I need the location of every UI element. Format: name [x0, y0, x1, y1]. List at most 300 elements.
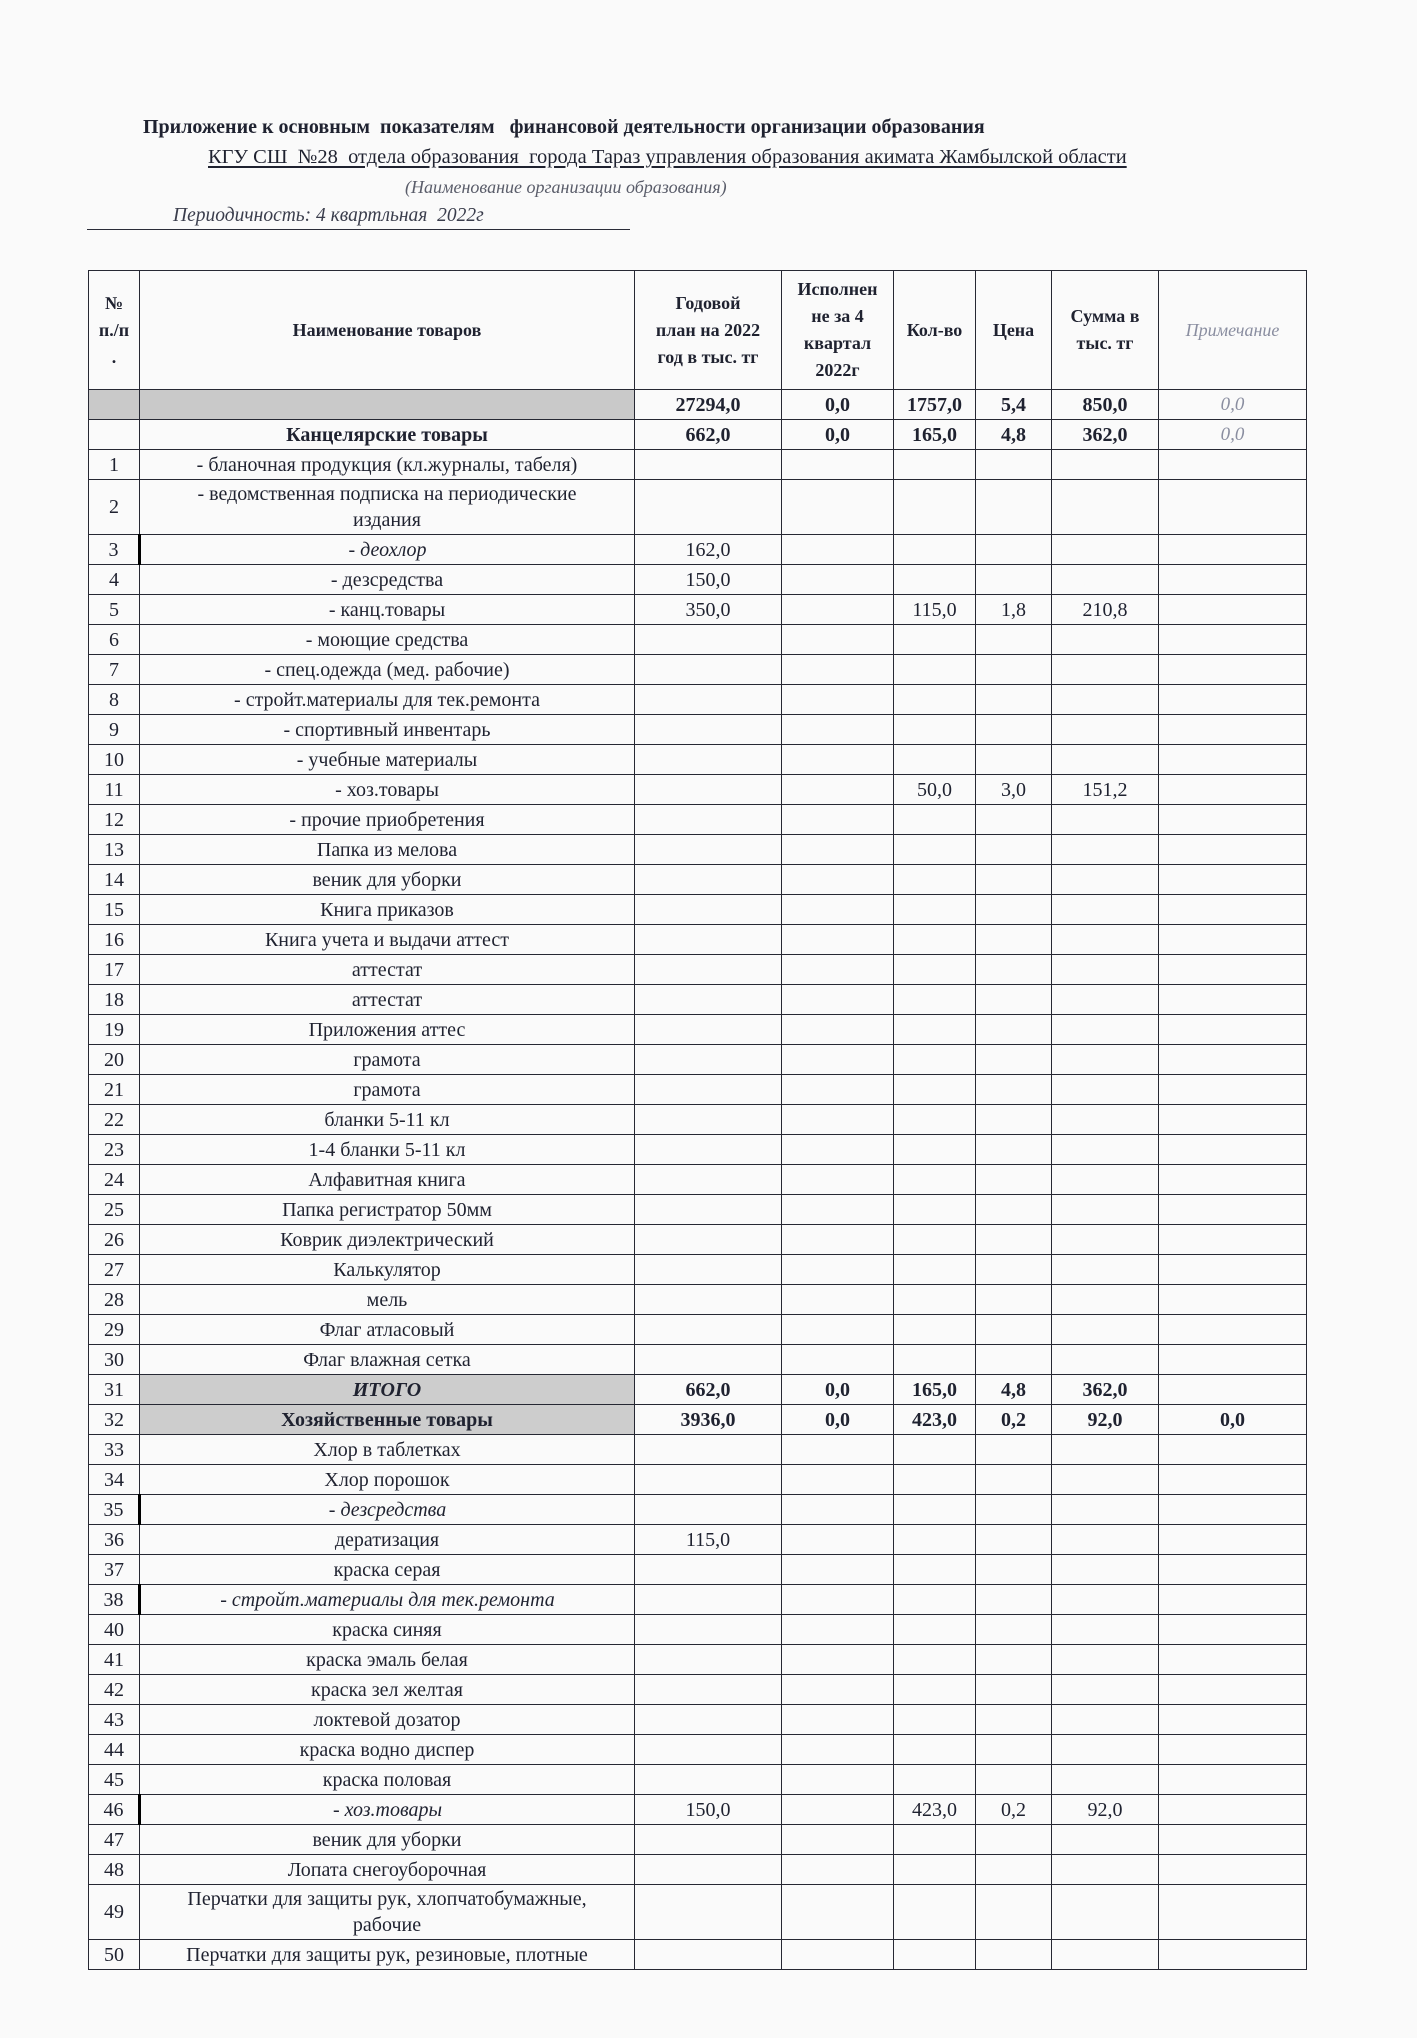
price-value [976, 625, 1052, 655]
quantity-value [894, 1675, 976, 1705]
price-value [976, 565, 1052, 595]
annual-plan-value [635, 1015, 782, 1045]
table-header [89, 271, 1307, 390]
header-execution: Исполнен не за 4 квартал 2022г [782, 271, 894, 390]
quantity-value: 1757,0 [894, 390, 976, 420]
annual-plan-value [635, 985, 782, 1015]
note-value [1159, 1525, 1307, 1555]
price-value [976, 1735, 1052, 1765]
execution-value [782, 1465, 894, 1495]
quantity-value: 423,0 [894, 1405, 976, 1435]
quantity-value [894, 1045, 976, 1075]
table-row [89, 1195, 1307, 1225]
note-value [1159, 1585, 1307, 1615]
quantity-value [894, 1255, 976, 1285]
execution-value [782, 595, 894, 625]
table-row [89, 1105, 1307, 1135]
sum-value [1052, 1705, 1159, 1735]
quantity-value [894, 1825, 976, 1855]
annual-plan-value: 150,0 [635, 565, 782, 595]
note-value [1159, 955, 1307, 985]
row-number: 46 [89, 1795, 140, 1825]
table-row [89, 1315, 1307, 1345]
sum-value [1052, 565, 1159, 595]
sum-value [1052, 1495, 1159, 1525]
item-name: локтевой дозатор [140, 1705, 635, 1735]
price-value [976, 1645, 1052, 1675]
row-number: 18 [89, 985, 140, 1015]
note-value [1159, 1940, 1307, 1970]
item-name: - ведомственная подписка на периодические издания [140, 480, 635, 535]
sum-value: 210,8 [1052, 595, 1159, 625]
price-value [976, 480, 1052, 535]
quantity-value [894, 1585, 976, 1615]
price-value [976, 1435, 1052, 1465]
row-number: 2 [89, 480, 140, 535]
execution-value [782, 655, 894, 685]
price-value [976, 925, 1052, 955]
sum-value [1052, 655, 1159, 685]
row-number: 35 [89, 1495, 140, 1525]
sum-value [1052, 450, 1159, 480]
note-value [1159, 1345, 1307, 1375]
item-name: Канцелярские товары [140, 420, 635, 450]
note-value [1159, 1315, 1307, 1345]
row-number [89, 420, 140, 450]
quantity-value [894, 985, 976, 1015]
quantity-value [894, 865, 976, 895]
note-value [1159, 715, 1307, 745]
item-name: аттестат [140, 985, 635, 1015]
annual-plan-value: 662,0 [635, 420, 782, 450]
item-name: Книга приказов [140, 895, 635, 925]
annual-plan-value [635, 1135, 782, 1165]
price-value [976, 1225, 1052, 1255]
price-value [976, 1195, 1052, 1225]
execution-value [782, 450, 894, 480]
table-row [89, 925, 1307, 955]
table-row [89, 685, 1307, 715]
price-value [976, 1345, 1052, 1375]
row-number: 37 [89, 1555, 140, 1585]
row-number: 31 [89, 1375, 140, 1405]
row-number: 3 [89, 535, 140, 565]
note-value [1159, 480, 1307, 535]
annual-plan-value [635, 1285, 782, 1315]
execution-value [782, 1555, 894, 1585]
price-value [976, 685, 1052, 715]
execution-value [782, 1015, 894, 1045]
sum-value [1052, 895, 1159, 925]
row-number: 49 [89, 1885, 140, 1940]
annual-plan-value [635, 1885, 782, 1940]
item-name: Лопата снегоуборочная [140, 1855, 635, 1885]
sum-value [1052, 1645, 1159, 1675]
sum-value: 92,0 [1052, 1795, 1159, 1825]
table-row [89, 1940, 1307, 1970]
execution-value [782, 1645, 894, 1675]
sum-value [1052, 1135, 1159, 1165]
note-value [1159, 925, 1307, 955]
quantity-value [894, 1495, 976, 1525]
annual-plan-value [635, 1465, 782, 1495]
item-name: веник для уборки [140, 865, 635, 895]
annual-plan-value [635, 1675, 782, 1705]
row-number: 50 [89, 1940, 140, 1970]
item-name: краска синяя [140, 1615, 635, 1645]
note-value [1159, 1375, 1307, 1405]
table-row [89, 865, 1307, 895]
note-value [1159, 1885, 1307, 1940]
note-value [1159, 565, 1307, 595]
quantity-value [894, 565, 976, 595]
quantity-value [894, 925, 976, 955]
row-number: 9 [89, 715, 140, 745]
price-value [976, 1940, 1052, 1970]
row-number: 24 [89, 1165, 140, 1195]
price-value [976, 985, 1052, 1015]
quantity-value [894, 895, 976, 925]
price-value [976, 450, 1052, 480]
annual-plan-value: 3936,0 [635, 1405, 782, 1435]
table-row [89, 1255, 1307, 1285]
header-row [89, 271, 1307, 390]
execution-value [782, 1525, 894, 1555]
table-row [89, 655, 1307, 685]
execution-value [782, 985, 894, 1015]
price-value [976, 1255, 1052, 1285]
item-name: Флаг влажная сетка [140, 1345, 635, 1375]
item-name: краска зел желтая [140, 1675, 635, 1705]
sum-value [1052, 1105, 1159, 1135]
item-name: - стройт.материалы для тек.ремонта [140, 1585, 635, 1615]
annual-plan-value [635, 1645, 782, 1675]
item-name: Приложения аттес [140, 1015, 635, 1045]
annual-plan-value: 662,0 [635, 1375, 782, 1405]
row-number: 12 [89, 805, 140, 835]
quantity-value [894, 745, 976, 775]
annual-plan-value [635, 865, 782, 895]
sum-value [1052, 1525, 1159, 1555]
price-value: 4,8 [976, 420, 1052, 450]
execution-value [782, 1075, 894, 1105]
note-value [1159, 1015, 1307, 1045]
sum-value [1052, 1255, 1159, 1285]
quantity-value [894, 1135, 976, 1165]
price-value [976, 1525, 1052, 1555]
quantity-value [894, 1345, 976, 1375]
execution-value [782, 805, 894, 835]
item-name: аттестат [140, 955, 635, 985]
item-name: Хлор в таблетках [140, 1435, 635, 1465]
item-name: - спец.одежда (мед. рабочие) [140, 655, 635, 685]
execution-value [782, 1225, 894, 1255]
price-value [976, 865, 1052, 895]
organization-name: КГУ СШ №28 отдела образования города Тараз управления образования акимата Жамбылской области [208, 146, 1127, 168]
note-value [1159, 775, 1307, 805]
execution-value [782, 1105, 894, 1135]
row-number: 23 [89, 1135, 140, 1165]
row-number: 43 [89, 1705, 140, 1735]
sum-value [1052, 745, 1159, 775]
annual-plan-value [635, 1765, 782, 1795]
quantity-value: 165,0 [894, 420, 976, 450]
price-value [976, 955, 1052, 985]
price-value [976, 1585, 1052, 1615]
table-row [89, 1615, 1307, 1645]
execution-value [782, 1735, 894, 1765]
table-row [89, 1285, 1307, 1315]
table-row [89, 1345, 1307, 1375]
item-name: Алфавитная книга [140, 1165, 635, 1195]
header-number: № п./п . [89, 271, 140, 390]
price-value [976, 1285, 1052, 1315]
note-value [1159, 1165, 1307, 1195]
group-row [89, 1405, 1307, 1435]
row-number: 45 [89, 1765, 140, 1795]
price-value [976, 1615, 1052, 1645]
sum-value [1052, 1735, 1159, 1765]
row-number: 34 [89, 1465, 140, 1495]
note-value [1159, 655, 1307, 685]
row-number: 15 [89, 895, 140, 925]
sum-value [1052, 625, 1159, 655]
sum-value [1052, 985, 1159, 1015]
table-row [89, 1495, 1307, 1525]
header-note: Примечание [1159, 271, 1307, 390]
execution-value [782, 1045, 894, 1075]
item-name: 1-4 бланки 5-11 кл [140, 1135, 635, 1165]
quantity-value [894, 1765, 976, 1795]
sum-value [1052, 1225, 1159, 1255]
item-name: Калькулятор [140, 1255, 635, 1285]
header-quantity: Кол-во [894, 271, 976, 390]
quantity-value: 50,0 [894, 775, 976, 805]
annual-plan-value [635, 835, 782, 865]
table-row [89, 715, 1307, 745]
row-number: 30 [89, 1345, 140, 1375]
price-value [976, 535, 1052, 565]
annual-plan-value [635, 655, 782, 685]
item-name: - моющие средства [140, 625, 635, 655]
sum-value: 362,0 [1052, 420, 1159, 450]
row-number: 16 [89, 925, 140, 955]
row-number: 25 [89, 1195, 140, 1225]
annual-plan-value [635, 1435, 782, 1465]
quantity-value: 423,0 [894, 1795, 976, 1825]
execution-value [782, 1435, 894, 1465]
execution-value [782, 1195, 894, 1225]
annual-plan-value [635, 1255, 782, 1285]
row-number: 21 [89, 1075, 140, 1105]
row-number: 33 [89, 1435, 140, 1465]
header-name: Наименование товаров [140, 271, 635, 390]
execution-value: 0,0 [782, 420, 894, 450]
annual-plan-value: 162,0 [635, 535, 782, 565]
sum-value [1052, 1165, 1159, 1195]
price-value [976, 715, 1052, 745]
quantity-value [894, 1940, 976, 1970]
execution-value [782, 685, 894, 715]
note-value [1159, 1435, 1307, 1465]
price-value [976, 1885, 1052, 1940]
quantity-value [894, 1105, 976, 1135]
price-value: 1,8 [976, 595, 1052, 625]
note-value [1159, 1135, 1307, 1165]
annual-plan-value [635, 1315, 782, 1345]
sum-value [1052, 955, 1159, 985]
item-name: - спортивный инвентарь [140, 715, 635, 745]
item-name: Папка регистратор 50мм [140, 1195, 635, 1225]
note-value: 0,0 [1159, 390, 1307, 420]
note-value [1159, 1495, 1307, 1525]
row-number [89, 390, 140, 420]
quantity-value [894, 1285, 976, 1315]
note-value [1159, 1615, 1307, 1645]
execution-value [782, 715, 894, 745]
note-value [1159, 1075, 1307, 1105]
annual-plan-value [635, 955, 782, 985]
note-value [1159, 1795, 1307, 1825]
price-value [976, 1105, 1052, 1135]
annual-plan-value [635, 1225, 782, 1255]
sum-value [1052, 925, 1159, 955]
item-name: мель [140, 1285, 635, 1315]
note-value [1159, 685, 1307, 715]
price-value: 4,8 [976, 1375, 1052, 1405]
sum-value [1052, 1555, 1159, 1585]
note-value [1159, 1705, 1307, 1735]
execution-value [782, 835, 894, 865]
table-row [89, 1645, 1307, 1675]
price-value [976, 1555, 1052, 1585]
price-value [976, 745, 1052, 775]
sum-value [1052, 1465, 1159, 1495]
execution-value: 0,0 [782, 1405, 894, 1435]
row-number: 7 [89, 655, 140, 685]
item-name: краска серая [140, 1555, 635, 1585]
row-number: 17 [89, 955, 140, 985]
quantity-value [894, 1885, 976, 1940]
execution-value [782, 535, 894, 565]
annual-plan-value [635, 1705, 782, 1735]
price-value: 0,2 [976, 1405, 1052, 1435]
sum-value [1052, 685, 1159, 715]
price-value [976, 1045, 1052, 1075]
sum-value [1052, 1045, 1159, 1075]
price-value [976, 1135, 1052, 1165]
execution-value [782, 775, 894, 805]
price-value [976, 1465, 1052, 1495]
row-number: 27 [89, 1255, 140, 1285]
item-name: веник для уборки [140, 1825, 635, 1855]
row-number: 36 [89, 1525, 140, 1555]
table-body [89, 390, 1307, 1970]
note-value [1159, 745, 1307, 775]
annual-plan-value [635, 925, 782, 955]
execution-value [782, 1585, 894, 1615]
row-number: 44 [89, 1735, 140, 1765]
price-value [976, 805, 1052, 835]
price-value [976, 1825, 1052, 1855]
annual-plan-value: 115,0 [635, 1525, 782, 1555]
execution-value [782, 1765, 894, 1795]
quantity-value [894, 625, 976, 655]
item-name [140, 390, 635, 420]
execution-value [782, 1615, 894, 1645]
note-value [1159, 805, 1307, 835]
row-number: 22 [89, 1105, 140, 1135]
table-row [89, 1015, 1307, 1045]
goods-table [88, 270, 1307, 1970]
table-row [89, 1855, 1307, 1885]
document-title: Приложение к основным показателям финансовой деятельности организации образования [143, 116, 985, 138]
table-row [89, 895, 1307, 925]
sum-value [1052, 1345, 1159, 1375]
annual-plan-value [635, 1345, 782, 1375]
quantity-value [894, 1855, 976, 1885]
note-value [1159, 1675, 1307, 1705]
note-value [1159, 895, 1307, 925]
sum-value: 362,0 [1052, 1375, 1159, 1405]
execution-value [782, 1315, 894, 1345]
subtotal-row [89, 1375, 1307, 1405]
annual-plan-value [635, 1075, 782, 1105]
execution-value [782, 1675, 894, 1705]
execution-value [782, 1795, 894, 1825]
sum-value [1052, 1195, 1159, 1225]
annual-plan-value [635, 685, 782, 715]
row-number: 32 [89, 1405, 140, 1435]
execution-value [782, 480, 894, 535]
annual-plan-value [635, 1105, 782, 1135]
table-row [89, 1435, 1307, 1465]
sum-value [1052, 1885, 1159, 1940]
table-row [89, 1885, 1307, 1940]
item-name: Флаг атласовый [140, 1315, 635, 1345]
item-name: грамота [140, 1045, 635, 1075]
price-value: 5,4 [976, 390, 1052, 420]
sum-value: 151,2 [1052, 775, 1159, 805]
row-number: 38 [89, 1585, 140, 1615]
row-number: 11 [89, 775, 140, 805]
table-row [89, 480, 1307, 535]
sum-value [1052, 835, 1159, 865]
execution-value: 0,0 [782, 390, 894, 420]
item-name: - дезсредства [140, 1495, 635, 1525]
price-value [976, 1855, 1052, 1885]
execution-value [782, 1255, 894, 1285]
table-row [89, 625, 1307, 655]
item-name: краска водно диспер [140, 1735, 635, 1765]
table-row [89, 1225, 1307, 1255]
price-value [976, 1675, 1052, 1705]
quantity-value [894, 715, 976, 745]
table-row [89, 745, 1307, 775]
sum-value [1052, 1675, 1159, 1705]
row-number: 28 [89, 1285, 140, 1315]
execution-value [782, 1885, 894, 1940]
table-row [89, 1705, 1307, 1735]
table-row [89, 1825, 1307, 1855]
annual-plan-value [635, 805, 782, 835]
item-name: грамота [140, 1075, 635, 1105]
quantity-value [894, 1195, 976, 1225]
execution-value [782, 865, 894, 895]
sum-value [1052, 1765, 1159, 1795]
sum-value [1052, 1435, 1159, 1465]
quantity-value [894, 1165, 976, 1195]
